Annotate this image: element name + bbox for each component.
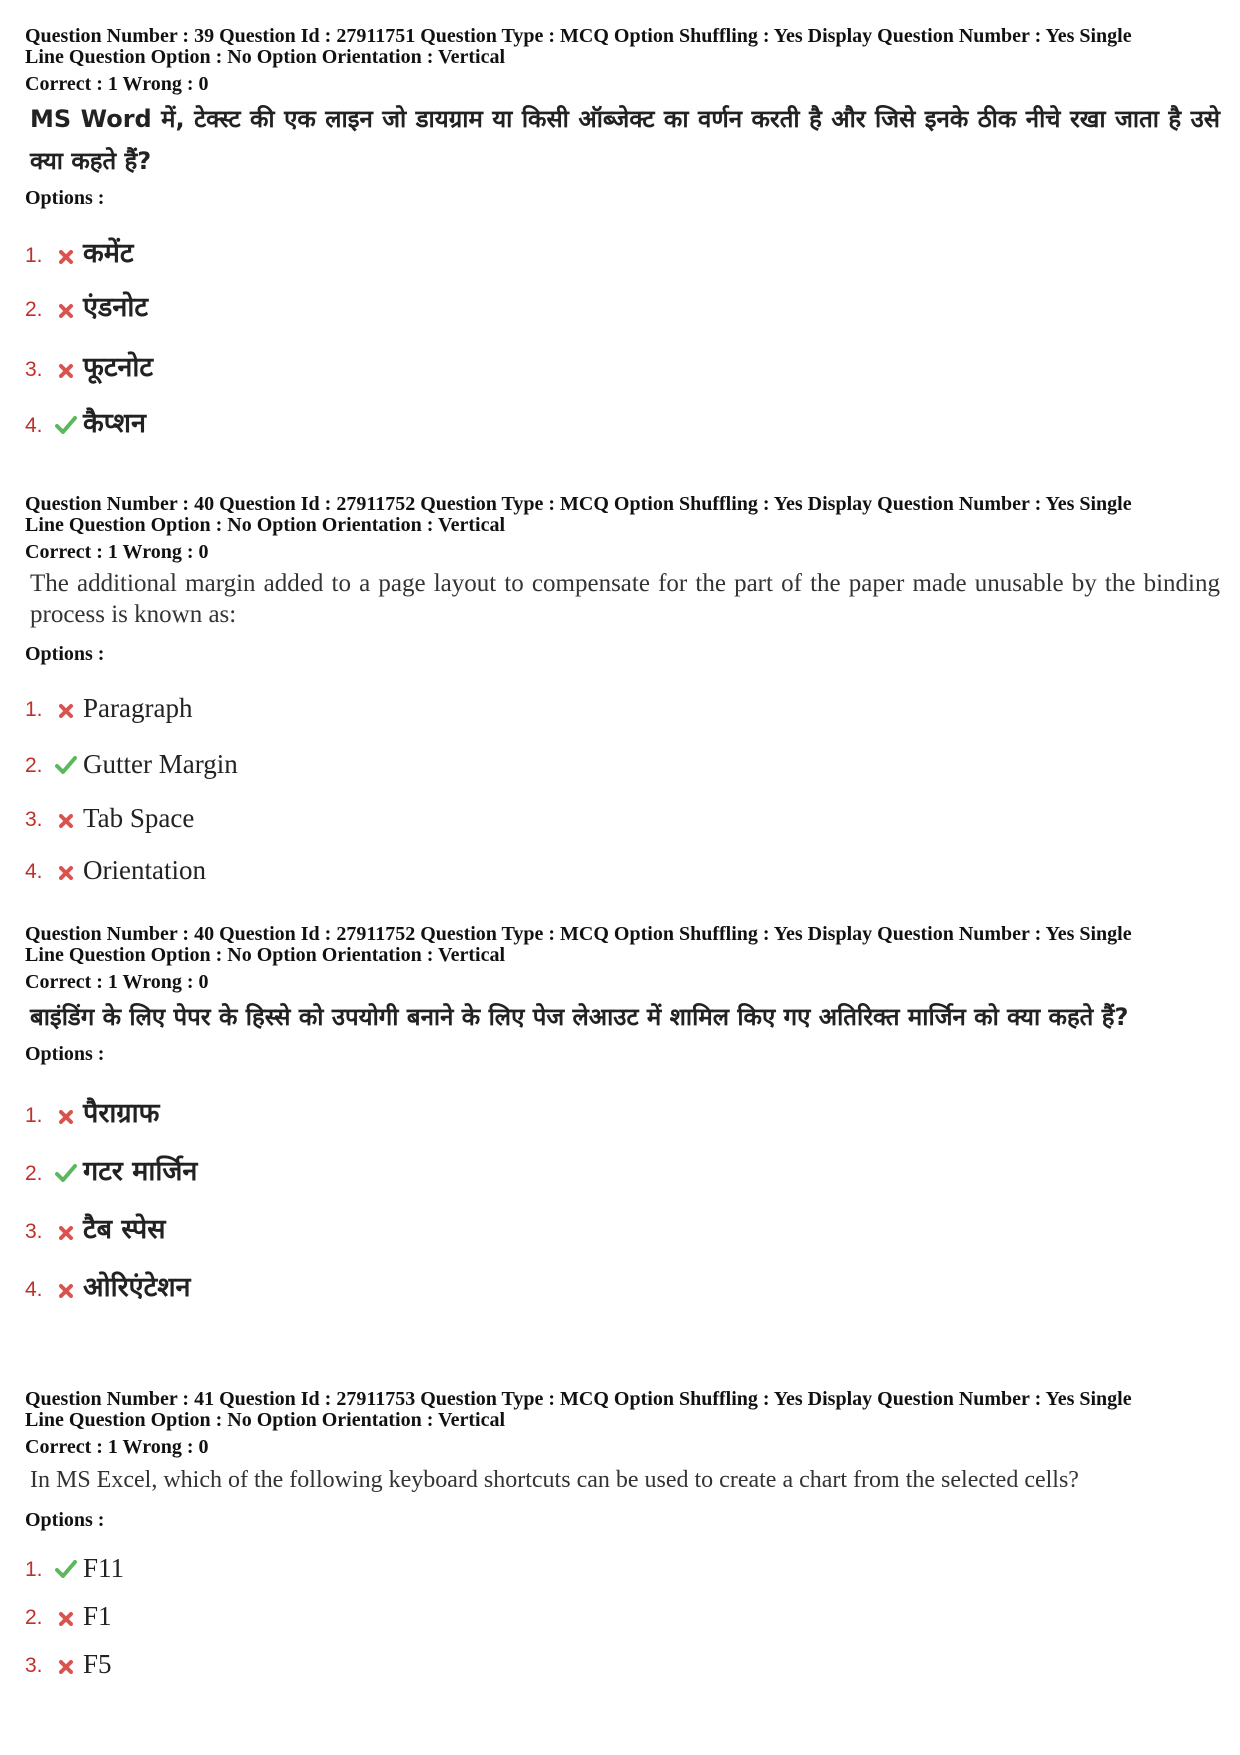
option-text: ओरिएंटेशन — [83, 1272, 191, 1303]
question-text: MS Word में, टेक्स्ट की एक लाइन जो डायग्राम या किसी ऑब्जेक्ट का वर्णन करती है और जिसे इनके ठीक नीचे रखा जाता है उसे क्या कहते हैं? — [30, 105, 1220, 175]
question-meta-line2: Line Question Option : No Option Orientation : Vertical — [25, 1409, 506, 1431]
cross-icon — [49, 250, 83, 270]
question-score: Correct : 1 Wrong : 0 — [25, 541, 209, 563]
options-list — [25, 1538, 1220, 1680]
cross-icon — [49, 866, 83, 886]
cross-icon — [49, 364, 83, 384]
question-meta — [25, 494, 1220, 536]
check-icon — [49, 416, 83, 440]
option-number: 1. — [25, 244, 43, 267]
question-meta-line2: Line Question Option : No Option Orientation : Vertical — [25, 944, 506, 966]
option-text: टैब स्पेस — [83, 1214, 166, 1245]
option-text: कैप्शन — [83, 408, 146, 439]
option-text: F1 — [83, 1601, 112, 1631]
option-item — [25, 1584, 1220, 1632]
option-number: 2. — [25, 1606, 43, 1629]
question-score: Correct : 1 Wrong : 0 — [25, 1436, 209, 1458]
option-item — [25, 1632, 1220, 1680]
option-text: Tab Space — [83, 803, 195, 833]
option-number: 4. — [25, 414, 43, 437]
options-list — [25, 672, 1220, 886]
cross-icon — [49, 704, 83, 724]
check-icon — [49, 756, 83, 780]
cross-icon — [49, 1612, 83, 1632]
check-icon — [49, 1164, 83, 1188]
cross-icon — [49, 304, 83, 324]
option-number: 3. — [25, 358, 43, 381]
option-text: Paragraph — [83, 693, 193, 723]
options-list — [25, 1072, 1220, 1304]
option-item — [25, 384, 1220, 440]
option-text: गटर मार्जिन — [83, 1156, 198, 1187]
option-number: 1. — [25, 1104, 43, 1127]
option-item — [25, 780, 1220, 834]
option-number: 3. — [25, 1220, 43, 1243]
question-meta-line1: Question Number : 39 Question Id : 27911751 Question Type : MCQ Option Shuffling : Yes Display Question Number : Yes Single — [25, 25, 1132, 47]
question-text: In MS Excel, which of the following keyboard shortcuts can be used to create a chart from the selected cells? — [30, 1467, 1079, 1493]
option-item — [25, 216, 1220, 270]
question-meta-line1: Question Number : 40 Question Id : 27911752 Question Type : MCQ Option Shuffling : Yes Display Question Number : Yes Single — [25, 923, 1132, 945]
option-text: एंडनोट — [83, 292, 148, 323]
option-item — [25, 1130, 1220, 1188]
question-meta — [25, 26, 1220, 68]
options-label: Options : — [25, 643, 105, 665]
option-text: Gutter Margin — [83, 749, 238, 779]
question-score: Correct : 1 Wrong : 0 — [25, 73, 209, 95]
cross-icon — [49, 1660, 83, 1680]
question-block-40-english — [25, 494, 1220, 886]
question-score: Correct : 1 Wrong : 0 — [25, 971, 209, 993]
option-item — [25, 1538, 1220, 1584]
option-item — [25, 324, 1220, 384]
cross-icon — [49, 1110, 83, 1130]
option-item — [25, 724, 1220, 780]
cross-icon — [49, 814, 83, 834]
option-item — [25, 834, 1220, 886]
option-number: 2. — [25, 754, 43, 777]
option-number: 4. — [25, 860, 43, 883]
question-meta-line1: Question Number : 41 Question Id : 27911753 Question Type : MCQ Option Shuffling : Yes Display Question Number : Yes Single — [25, 1388, 1132, 1410]
question-meta-line2: Line Question Option : No Option Orientation : Vertical — [25, 46, 506, 68]
option-text: कमेंट — [83, 238, 134, 269]
option-number: 2. — [25, 298, 43, 321]
option-item — [25, 672, 1220, 724]
option-item — [25, 270, 1220, 324]
option-text: पैराग्राफ — [83, 1098, 160, 1129]
option-text: फूटनोट — [83, 352, 154, 383]
question-meta — [25, 924, 1220, 966]
options-label: Options : — [25, 1043, 105, 1065]
option-text: Orientation — [83, 855, 206, 885]
question-meta-line2: Line Question Option : No Option Orientation : Vertical — [25, 514, 506, 536]
question-text: बाइंडिंग के लिए पेपर के हिस्से को उपयोगी बनाने के लिए पेज लेआउट में शामिल किए गए अतिरिक्त मार्जिन को क्या कहते हैं? — [30, 1003, 1129, 1031]
options-label: Options : — [25, 1509, 105, 1531]
cross-icon — [49, 1284, 83, 1304]
option-number: 2. — [25, 1162, 43, 1185]
cross-icon — [49, 1226, 83, 1246]
option-item — [25, 1072, 1220, 1130]
option-number: 3. — [25, 1654, 43, 1677]
question-meta-line1: Question Number : 40 Question Id : 27911752 Question Type : MCQ Option Shuffling : Yes Display Question Number : Yes Single — [25, 493, 1132, 515]
question-block-39 — [25, 26, 1220, 440]
question-text: The additional margin added to a page layout to compensate for the part of the paper made unusable by the binding process is known as: — [30, 570, 1220, 628]
question-block-40-hindi — [25, 924, 1220, 1304]
option-number: 3. — [25, 808, 43, 831]
question-meta — [25, 1389, 1220, 1431]
options-list — [25, 216, 1220, 440]
options-label: Options : — [25, 187, 105, 209]
option-item — [25, 1246, 1220, 1304]
option-text: F5 — [83, 1649, 112, 1679]
question-block-41 — [25, 1389, 1220, 1680]
option-number: 4. — [25, 1278, 43, 1301]
option-number: 1. — [25, 698, 43, 721]
option-number: 1. — [25, 1558, 43, 1581]
check-icon — [49, 1560, 83, 1584]
option-item — [25, 1188, 1220, 1246]
option-text: F11 — [83, 1553, 125, 1583]
